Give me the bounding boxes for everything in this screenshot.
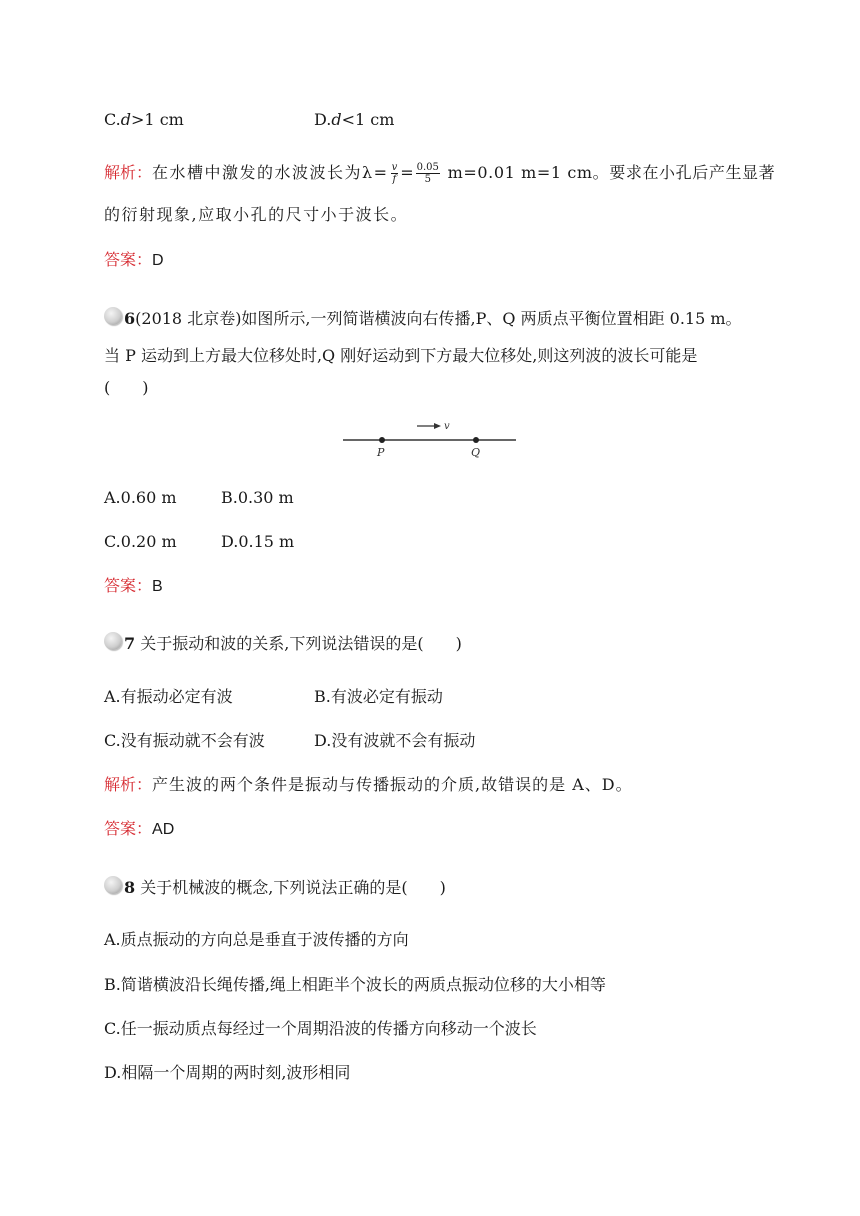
q6-label-p: P <box>377 446 385 459</box>
q7-bullet-icon <box>104 632 122 650</box>
q6-point-q <box>473 437 479 443</box>
q7-analysis-label: 解析： <box>104 775 153 794</box>
q5-equals: = <box>400 163 414 182</box>
q5-analysis-text-before: 在水槽中激发的水波波长为λ= <box>152 163 389 182</box>
q6-wave-figure <box>0 410 860 470</box>
q8-stem-text: 关于机械波的概念,下列说法正确的是( ) <box>140 878 446 897</box>
q7-option-a: A.有振动必定有波 <box>104 687 233 706</box>
q8-option-b: B.简谐横波沿长绳传播,绳上相距半个波长的两质点振动位移的大小相等 <box>104 975 606 994</box>
q6-answer-value: B <box>152 578 163 595</box>
q6-stem-line3: ( ) <box>104 378 149 397</box>
q7-analysis-text: 产生波的两个条件是振动与传播振动的介质,故错误的是 A、D。 <box>152 775 633 794</box>
q6-option-d: D.0.15 m <box>221 532 295 551</box>
frac1-numerator: v <box>391 162 398 173</box>
q6-stem-text1: (2018 北京卷)如图所示,一列简谐横波向右传播,P、Q 两质点平衡位置相距 0.15 m。 <box>135 309 742 328</box>
q7-stem-text: 关于振动和波的关系,下列说法错误的是( ) <box>140 634 462 653</box>
q5-option-c-var: d <box>120 110 132 129</box>
q6-point-p <box>379 437 385 443</box>
q6-option-c: C.0.20 m <box>104 532 177 551</box>
q5-option-c-rest: >1 cm <box>131 110 184 129</box>
q7-analysis <box>104 775 633 795</box>
frac2-numerator: 0.05 <box>416 162 439 173</box>
q8-stem <box>124 878 446 898</box>
q7-answer <box>104 819 174 840</box>
q8-option-a: A.质点振动的方向总是垂直于波传播的方向 <box>104 930 409 949</box>
q5-answer-label: 答案： <box>104 250 153 269</box>
q6-arrow-head-icon <box>434 423 441 429</box>
q5-option-d-var: d <box>331 110 342 129</box>
q6-answer <box>104 576 163 597</box>
q7-answer-label: 答案： <box>104 819 153 838</box>
q5-option-d-prefix: D. <box>314 110 332 129</box>
q5-answer-value: D <box>152 252 164 269</box>
q5-analysis-label: 解析： <box>104 163 153 182</box>
q5-analysis-text-after: m=0.01 m=1 cm。要求在小孔后产生显著 <box>441 163 776 182</box>
q5-option-c <box>104 110 184 130</box>
q8-option-c: C.任一振动质点每经过一个周期沿波的传播方向移动一个波长 <box>104 1019 537 1038</box>
q7-option-b: B.有波必定有振动 <box>314 687 443 706</box>
q6-bullet-icon <box>104 307 122 325</box>
frac1-denominator: f <box>392 174 397 185</box>
q7-option-c: C.没有振动就不会有波 <box>104 731 265 750</box>
q6-label-q: Q <box>471 446 481 459</box>
q7-option-d: D.没有波就不会有振动 <box>314 731 476 750</box>
q6-stem-line2: 当 P 运动到上方最大位移处时,Q 刚好运动到下方最大位移处,则这列波的波长可能是 <box>104 346 698 365</box>
q6-answer-label: 答案： <box>104 576 153 595</box>
q8-number: 8 <box>124 878 136 897</box>
q6-number: 6 <box>124 309 136 328</box>
q8-bullet-icon <box>104 876 122 894</box>
frac2-denominator: 5 <box>424 174 431 185</box>
q6-velocity-label: v <box>444 421 450 432</box>
q5-analysis-line2: 的衍射现象,应取小孔的尺寸小于波长。 <box>104 205 409 224</box>
q5-option-c-prefix: C. <box>104 110 121 129</box>
q7-stem <box>124 634 462 654</box>
q7-answer-value: AD <box>152 821 175 838</box>
q6-option-b: B.0.30 m <box>221 488 294 507</box>
q8-option-d: D.相隔一个周期的两时刻,波形相同 <box>104 1063 351 1082</box>
q7-number: 7 <box>124 634 136 653</box>
q5-fraction-values <box>416 162 440 185</box>
q5-option-d-rest: <1 cm <box>341 110 395 129</box>
q5-analysis-line1 <box>104 161 775 185</box>
q5-answer <box>104 250 164 271</box>
q6-option-a: A.0.60 m <box>104 488 177 507</box>
q5-fraction-v-f <box>391 162 399 185</box>
q6-stem-line1 <box>124 309 742 329</box>
q5-option-d <box>314 110 394 130</box>
